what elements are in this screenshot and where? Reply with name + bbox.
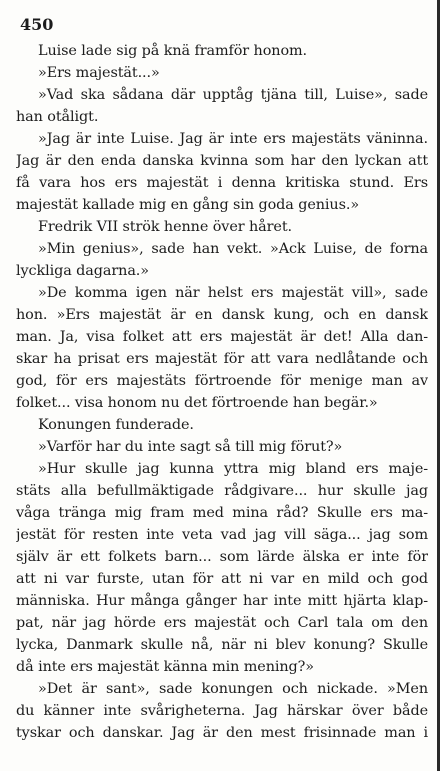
text-line: folket... visa honom nu det förtroende han begär.»: [16, 395, 378, 411]
text-line: »Jag är inte Luise. Jag är inte ers majestäts väninna.: [38, 131, 428, 147]
text-line: våga tränga mig fram med mina råd? Skulle ers ma-: [16, 505, 428, 521]
text-line: hon. »Ers majestät är en dansk kung, och en dansk: [16, 307, 428, 323]
text-line: »Vad ska sådana där upptåg tjäna till, Luise», sade: [38, 87, 428, 103]
text-line: »Hur skulle jag kunna yttra mig bland ers maje-: [38, 461, 428, 477]
text-line: jestät för resten inte veta vad jag vill säga... jag som: [16, 527, 428, 543]
text-line: »De komma igen när helst ers majestät vill», sade: [38, 285, 428, 301]
text-line: lyckliga dagarna.»: [16, 263, 149, 279]
page-number: 450: [20, 15, 54, 34]
text-line: »Varför har du inte sagt så till mig förut?»: [38, 439, 343, 455]
body-text: [16, 40, 428, 744]
text-line: stäts alla befullmäktigade rådgivare... hur skulle jag: [16, 483, 428, 499]
text-line: skar ha prisat ers majestät för att vara nedlåtande och: [16, 351, 428, 367]
text-line: majestät kallade mig en gång sin goda genius.»: [16, 197, 360, 213]
text-line: han otåligt.: [16, 109, 99, 125]
text-line: då inte ers majestät känna min mening?»: [16, 659, 314, 675]
text-line: att ni var furste, utan för att ni var en mild och god: [16, 571, 428, 587]
text-line: Konungen funderade.: [38, 417, 194, 433]
text-line: »Ers majestät...»: [38, 65, 160, 81]
text-line: Jag är den enda danska kvinna som har den lyckan att: [16, 153, 428, 169]
text-line: du känner inte svårigheterna. Jag härskar över både: [16, 703, 428, 719]
text-line: tyskar och danskar. Jag är den mest frisinnade man i: [16, 725, 428, 741]
text-line: pat, när jag hörde ers majestät och Carl tala om den: [16, 615, 428, 631]
text-line: Fredrik VII strök henne över håret.: [38, 219, 292, 235]
text-line: man. Ja, visa folket att ers majestät är det! Alla dan-: [16, 329, 428, 345]
text-line: »Det är sant», sade konungen och nickade. »Men: [38, 681, 428, 697]
text-line: Luise lade sig på knä framför honom.: [38, 43, 308, 59]
text-line: god, för ers majestäts förtroende för menige man av: [16, 373, 428, 389]
text-line: lycka, Danmark skulle nå, när ni blev konung? Skulle: [16, 637, 428, 653]
text-line: själv är ett folkets barn... som lärde älska er inte för: [16, 549, 428, 565]
text-line: »Min genius», sade han vekt. »Ack Luise, de forna: [38, 241, 428, 257]
text-line: få vara hos ers majestät i denna kritiska stund. Ers: [16, 175, 428, 191]
text-line: människa. Hur många gånger har inte mitt hjärta klap-: [16, 593, 428, 609]
